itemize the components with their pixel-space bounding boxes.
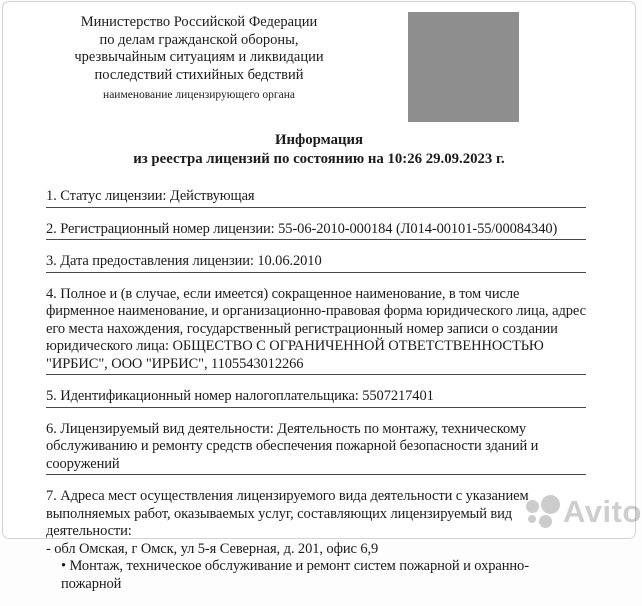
- org-caption: наименование лицензирующего органа: [103, 89, 295, 101]
- document-title-line1: Информация: [274, 132, 364, 148]
- item-address-line: - обл Омская, г Омск, ул 5-я Северная, д. 201, офис 6,9: [46, 540, 379, 557]
- license-item-status: [46, 188, 586, 208]
- stamp-placeholder-square: [408, 12, 519, 122]
- document-title-line2: из реестра лицензий по состоянию на 10:26 29.09.2023 г.: [133, 150, 505, 167]
- license-item-inn: [46, 388, 586, 408]
- license-item-legal-entity: [46, 286, 586, 376]
- license-items: [46, 188, 586, 606]
- license-document: [2, 1, 642, 592]
- licensing-authority-block: [41, 14, 357, 105]
- org-line: по делам гражданской обороны,: [99, 31, 299, 48]
- avito-watermark-text: Avito: [563, 494, 642, 529]
- org-line: Министерство Российской Федерации: [80, 14, 318, 30]
- org-line: чрезвычайным ситуациям и ликвидации: [74, 49, 324, 65]
- item-bullet-line: • Монтаж, техническое обслуживание и ремонт систем пожарной и охранно-пожарной: [61, 558, 529, 592]
- item-text: 4. Полное и (в случае, если имеется) сокращенное наименование, в том числе фирменное наименование, и организационно-правовая форма юридического лица, адрес его места нахождения, государственный регистрационный номер записи о создании юридического лица: ОБЩЕСТВО С ОГРАНИЧЕННОЙ ОТВЕТСТВЕННОСТЬЮ "ИРБИС", ООО "ИРБИС", 1105543012266: [46, 285, 586, 372]
- license-item-reg-number: [46, 221, 586, 241]
- item-text: 1. Статус лицензии: Действующая: [46, 188, 255, 204]
- document-title: [3, 131, 635, 168]
- item-text: 7. Адреса мест осуществления лицензируемого вида деятельности с указанием выполняемых работ, оказываемых услуг, составляющих лицензируемый вид деятельности:: [46, 488, 529, 539]
- license-item-grant-date: [46, 253, 586, 273]
- org-line: последствий стихийных бедствий: [94, 66, 304, 83]
- license-item-activity-type: [46, 421, 586, 476]
- item-text: 3. Дата предоставления лицензии: 10.06.2010: [46, 253, 322, 269]
- item-text: 6. Лицензируемый вид деятельности: Деятельность по монтажу, техническому обслуживанию и ремонту средств обеспечения пожарной безопасности зданий и сооружений: [46, 420, 539, 472]
- license-item-addresses: [46, 488, 586, 593]
- item-text: 5. Идентификационный номер налогоплательщика: 5507217401: [46, 388, 434, 404]
- item-text: 2. Регистрационный номер лицензии: 55-06-2010-000184 (Л014-00101-55/00084340): [46, 220, 558, 237]
